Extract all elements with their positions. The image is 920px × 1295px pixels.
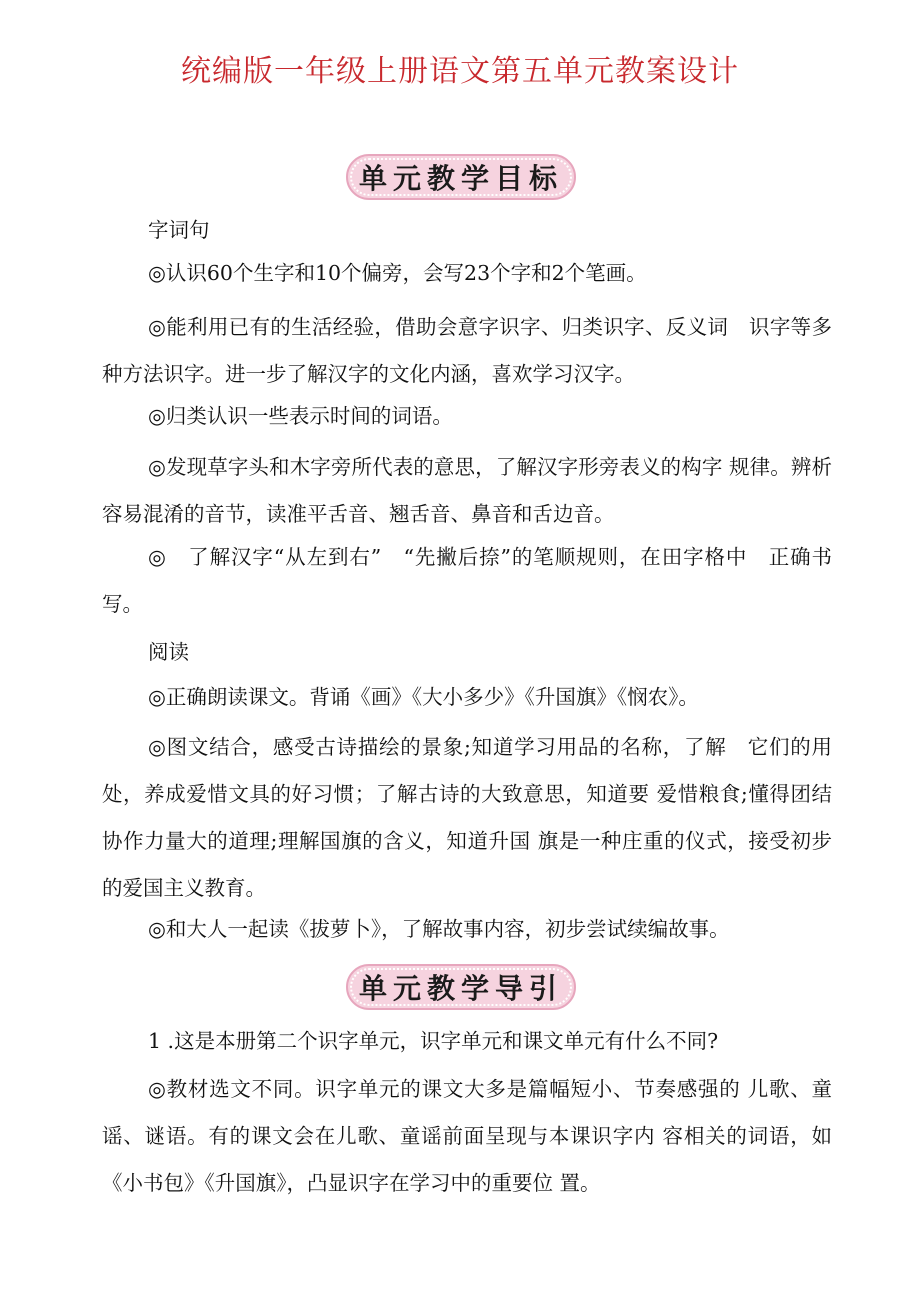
document-title: 统编版一年级上册语文第五单元教案设计 [181,54,739,89]
paragraph: ◎教材选文不同。识字单元的课文大多是篇幅短小、节奏感强的 儿歌、童谣、谜语。有的课文会在儿歌、童谣前面呈现与本课识字内 容相关的词语，如《小书包》《升国旗》，凸显识字在学习中的重要位 置。 [102,1077,832,1195]
paragraph: ◎正确朗读课文。背诵《画》《大小多少》《升国旗》《悯农》。 [148,685,699,709]
paragraph: ◎图文结合，感受古诗描绘的景象;知道学习用品的名称，了解 它们的用处，养成爱惜文具的好习惯；了解古诗的大致意思，知道要 爱惜粮食;懂得团结协作力量大的道理;理解国旗的含义，知道升国 旗是一种庄重的仪式，接受初步的爱国主义教育。 [102,735,832,900]
question: 1 .这是本册第二个识字单元，识字单元和课文单元有什么不同? [148,1029,719,1053]
section-banner-objectives [346,154,576,200]
paragraph: ◎认识60个生字和10个偏旁，会写23个字和2个笔画。 [148,261,647,285]
paragraph: ◎和大人一起读《拔萝卜》，了解故事内容，初步尝试续编故事。 [148,917,730,941]
banner-label: 单元教学目标 [358,162,563,195]
paragraph: ◎能利用已有的生活经验，借助会意字识字、归类识字、反义词 识字等多种方法识字。进一步了解汉字的文化内涵，喜欢学习汉字。 [102,315,832,386]
paragraph: ◎ 了解汉字“从左到右” “先撇后捺”的笔顺规则，在田字格中 正确书写。 [102,545,832,616]
paragraph: ◎归类认识一些表示时间的词语。 [148,404,453,428]
paragraph: ◎发现草字头和木字旁所代表的意思，了解汉字形旁表义的构字 规律。辨析容易混淆的音节，读准平舌音、翘舌音、鼻音和舌边音。 [102,455,832,526]
section-banner-guide [346,964,576,1010]
subheading-ziciju: 字词句 [148,218,210,242]
banner-label: 单元教学导引 [358,972,563,1005]
subheading-yuedu: 阅读 [148,640,189,664]
